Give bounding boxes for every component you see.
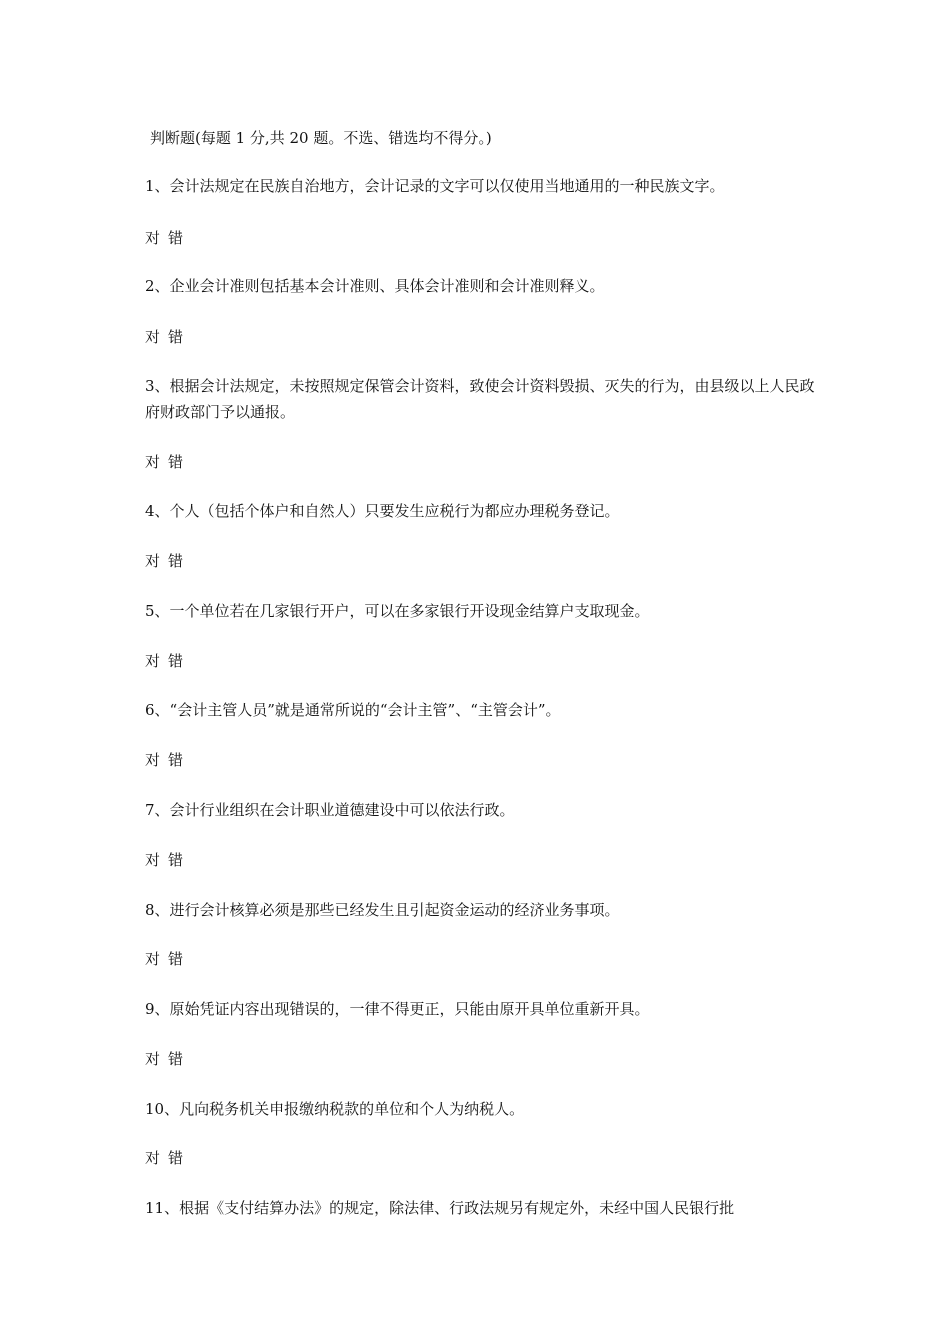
- question-2: 2、企业会计准则包括基本会计准则、具体会计准则和会计准则释义。: [145, 277, 605, 295]
- question-9: 9、原始凭证内容出现错误的，一律不得更正，只能由原开具单位重新开具。: [145, 1000, 650, 1018]
- choice-true[interactable]: 对: [145, 453, 161, 471]
- choice-row-6: [145, 747, 815, 773]
- question-7: 7、会计行业组织在会计职业道德建设中可以依法行政。: [145, 801, 515, 819]
- question-3: 3、根据会计法规定，未按照规定保管会计资料，致使会计资料毁损、灭失的行为，由县级以上人民政府财政部门予以通报。: [145, 377, 815, 421]
- choice-true[interactable]: 对: [145, 328, 161, 346]
- choice-false[interactable]: 错: [168, 1149, 184, 1167]
- question-5: 5、一个单位若在几家银行开户，可以在多家银行开设现金结算户支取现金。: [145, 602, 650, 620]
- choice-false[interactable]: 错: [168, 652, 184, 670]
- choice-row-8: [145, 946, 815, 972]
- choice-true[interactable]: 对: [145, 1050, 161, 1068]
- choice-false[interactable]: 错: [168, 453, 184, 471]
- choice-false[interactable]: 错: [168, 851, 184, 869]
- choice-row-7: [145, 847, 815, 873]
- choice-row-9: [145, 1046, 815, 1072]
- choice-false[interactable]: 错: [168, 328, 184, 346]
- choice-false[interactable]: 错: [168, 751, 184, 769]
- choice-true[interactable]: 对: [145, 751, 161, 769]
- question-8: 8、进行会计核算必须是那些已经发生且引起资金运动的经济业务事项。: [145, 901, 620, 919]
- choice-false[interactable]: 错: [168, 1050, 184, 1068]
- choice-true[interactable]: 对: [145, 950, 161, 968]
- question-1: 1、会计法规定在民族自治地方，会计记录的文字可以仅使用当地通用的一种民族文字。: [145, 177, 725, 195]
- choice-true[interactable]: 对: [145, 552, 161, 570]
- choice-false[interactable]: 错: [168, 950, 184, 968]
- choice-false[interactable]: 错: [168, 229, 184, 247]
- choice-false[interactable]: 错: [168, 552, 184, 570]
- question-10: 10、凡向税务机关申报缴纳税款的单位和个人为纳税人。: [145, 1100, 525, 1118]
- question-6: 6、“会计主管人员”就是通常所说的“会计主管”、“主管会计”。: [145, 701, 561, 719]
- choice-row-5: [145, 648, 815, 674]
- choice-row-4: [145, 548, 815, 574]
- choice-true[interactable]: 对: [145, 652, 161, 670]
- choice-row-3: [145, 449, 815, 475]
- section-title: 判断题(每题 1 分,共 20 题。不选、错选均不得分。): [150, 129, 492, 147]
- question-4: 4、个人（包括个体户和自然人）只要发生应税行为都应办理税务登记。: [145, 502, 620, 520]
- choice-true[interactable]: 对: [145, 1149, 161, 1167]
- question-11: 11、根据《支付结算办法》的规定，除法律、行政法规另有规定外，未经中国人民银行批: [145, 1199, 735, 1217]
- choice-row-2: [145, 324, 815, 350]
- choice-true[interactable]: 对: [145, 851, 161, 869]
- choice-true[interactable]: 对: [145, 229, 161, 247]
- choice-row-10: [145, 1145, 815, 1171]
- choice-row-1: [145, 225, 815, 251]
